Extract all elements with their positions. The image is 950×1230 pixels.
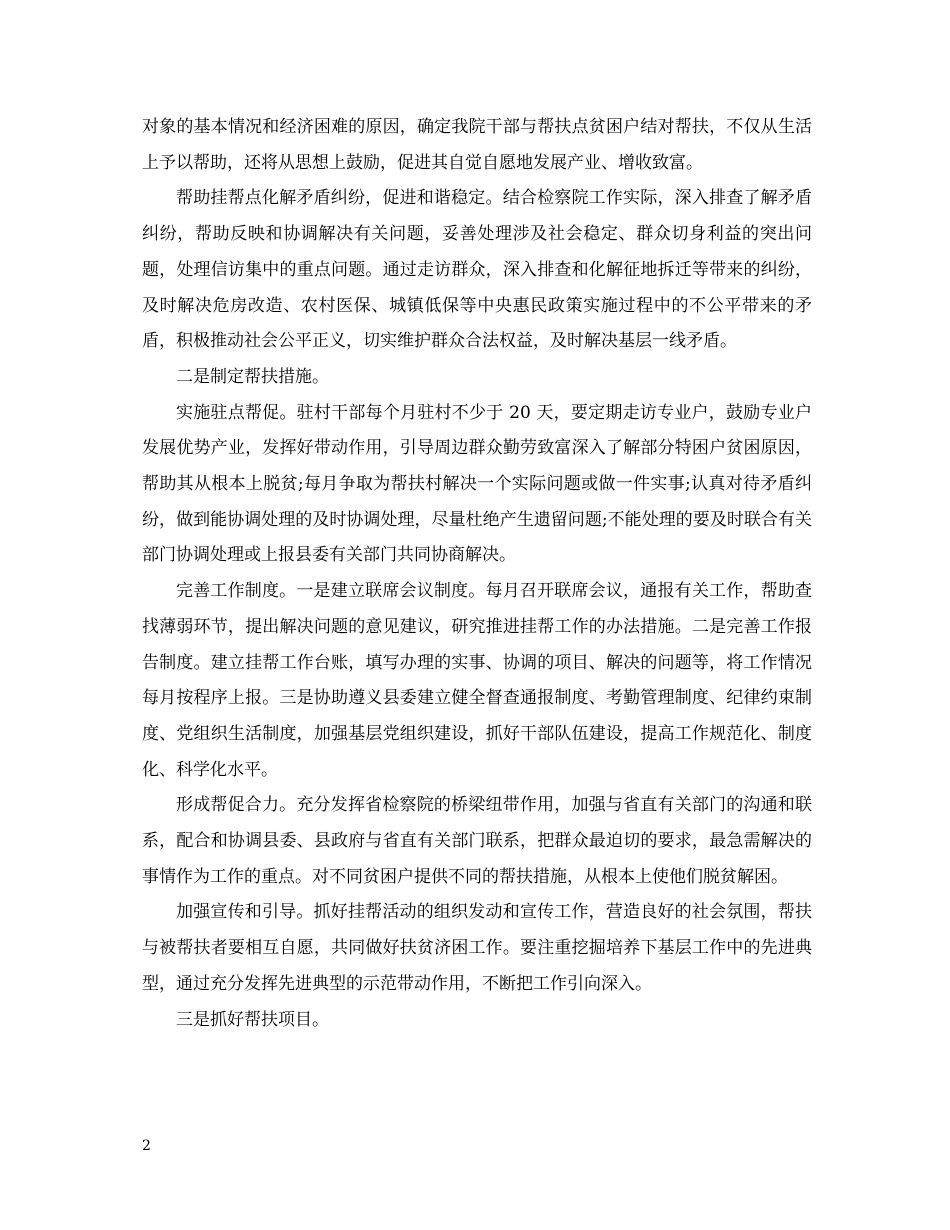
paragraph-3: 二是制定帮扶措施。 xyxy=(176,366,329,387)
paragraph-5: 完善工作制度。一是建立联席会议制度。每月召开联席会议，通报有关工作，帮助查找薄弱环节，提出解决问题的意见建议，研究推进挂帮工作的办法措施。二是完善工作报告制度。建立挂帮工作台账，填写办理的实事、协调的项目、解决的问题等，将工作情况每月按程序上报。三是协助遵义县委建立健全督查通报制度、考勤管理制度、纪律约束制度、党组织生活制度，加强基层党组织建设，抓好干部队伍建设，提高工作规范化、制度化、科学化水平。 xyxy=(142,581,812,780)
paragraph-7: 加强宣传和引导。抓好挂帮活动的组织发动和宣传工作，营造良好的社会氛围，帮扶与被帮扶者要相互自愿，共同做好扶贫济困工作。要注重挖掘培养下基层工作中的先进典型，通过充分发挥先进典型的示范带动作用，不断把工作引向深入。 xyxy=(142,902,812,994)
paragraph-8: 三是抓好帮扶项目。 xyxy=(176,1009,329,1030)
paragraph-6: 形成帮促合力。充分发挥省检察院的桥梁纽带作用，加强与省直有关部门的沟通和联系，配合和协调县委、县政府与省直有关部门联系，把群众最迫切的要求，最急需解决的事情作为工作的重点。对不同贫困户提供不同的帮扶措施，从根本上使他们脱贫解困。 xyxy=(142,795,812,887)
paragraph-4: 实施驻点帮促。驻村干部每个月驻村不少于 20 天，要定期走访专业户，鼓励专业户发展优势产业，发挥好带动作用，引导周边群众勤劳致富深入了解部分特困户贫困原因，帮助其从根本上脱贫;每月争取为帮扶村解决一个实际问题或做一件实事;认真对待矛盾纠纷，做到能协调处理的及时协调处理，尽量杜绝产生遗留问题;不能处理的要及时联合有关部门协调处理或上报县委有关部门共同协商解决。 xyxy=(142,402,812,566)
paragraph-2: 帮助挂帮点化解矛盾纠纷，促进和谐稳定。结合检察院工作实际，深入排查了解矛盾纠纷，帮助反映和协调解决有关问题，妥善处理涉及社会稳定、群众切身利益的突出问题，处理信访集中的重点问题。通过走访群众，深入排查和化解征地拆迁等带来的纠纷，及时解决危房改造、农村医保、城镇低保等中央惠民政策实施过程中的不公平带来的矛盾，积极推动社会公平正义，切实维护群众合法权益，及时解决基层一线矛盾。 xyxy=(142,188,812,352)
paragraph-1: 对象的基本情况和经济困难的原因，确定我院干部与帮扶点贫困户结对帮扶，不仅从生活上予以帮助，还将从思想上鼓励，促进其自觉自愿地发展产业、增收致富。 xyxy=(142,117,812,173)
body-text xyxy=(142,110,812,1038)
page-number: 2 xyxy=(142,1138,151,1154)
